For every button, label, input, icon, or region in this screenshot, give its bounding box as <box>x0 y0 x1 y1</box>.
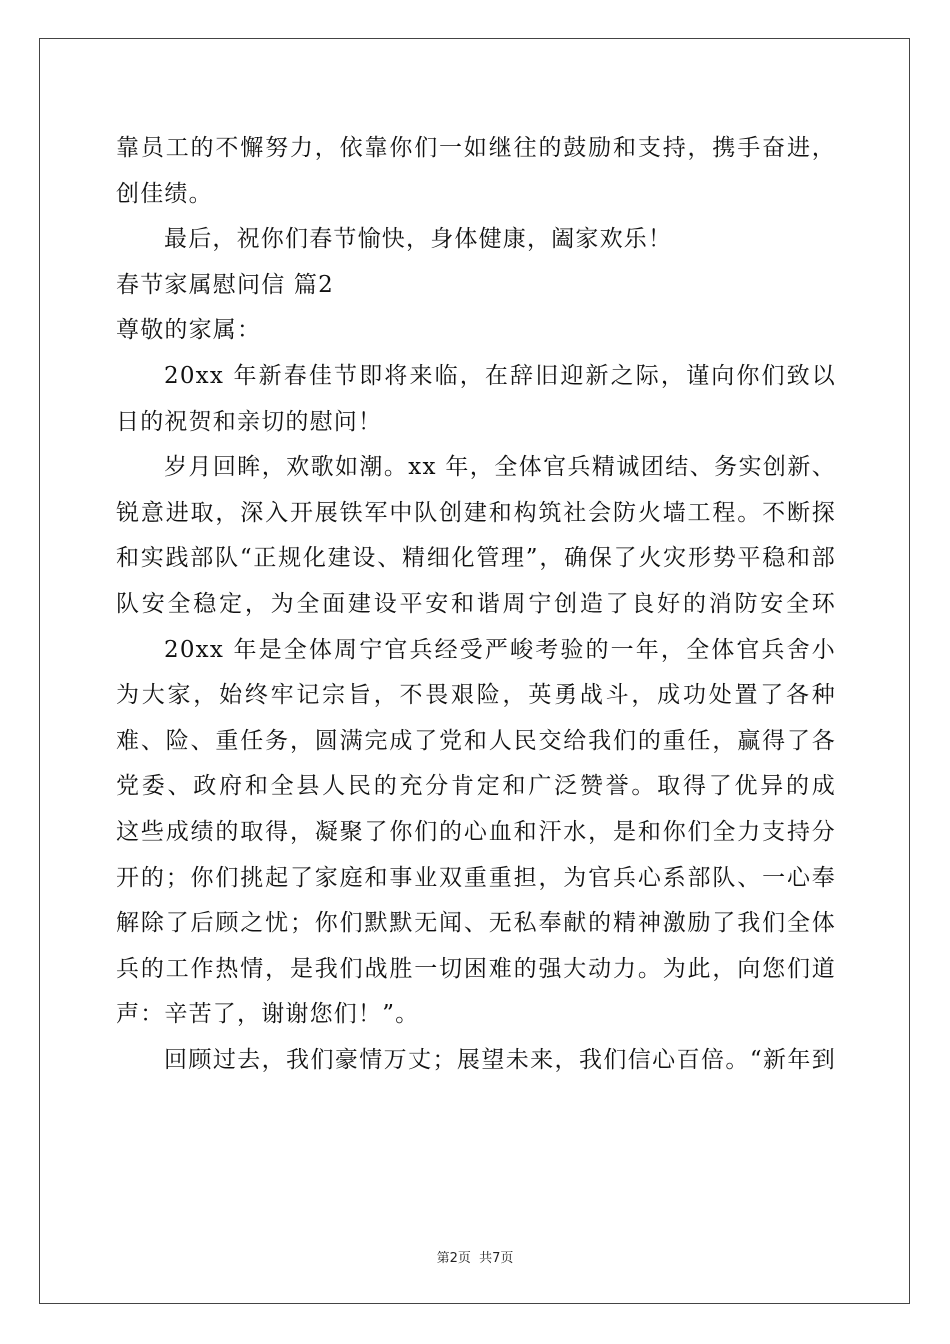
text-line: 难、险、重任务，圆满完成了党和人民交给我们的重任，赢得了各 <box>116 727 836 754</box>
text-line: 队安全稳定，为全面建设平安和谐周宁创造了良好的消防安全环 <box>116 590 836 617</box>
text-line: 党委、政府和全县人民的充分肯定和广泛赞誉。取得了优异的成 <box>116 773 836 800</box>
document-body <box>116 126 836 1083</box>
text-line: 靠员工的不懈努力，依靠你们一如继往的鼓励和支持，携手奋进， <box>116 135 836 161</box>
text-line: 20xx 年是全体周宁官兵经受严峻考验的一年，全体官兵舍小 <box>164 636 836 663</box>
text-line: 解除了后顾之忧；你们默默无闻、无私奉献的精神激励了我们全体 <box>116 910 836 937</box>
text-line: 为大家，始终牢记宗旨，不畏艰险，英勇战斗，成功处置了各种 <box>116 682 836 709</box>
text-line: 兵的工作热情，是我们战胜一切困难的强大动力。为此，向您们道 <box>116 955 836 982</box>
text-line: 春节家属慰问信 篇2 <box>116 271 334 298</box>
page-total: 共7页 <box>479 1251 514 1266</box>
text-line: 最后，祝你们春节愉快，身体健康，阖家欢乐！ <box>164 226 673 253</box>
text-line: 日的祝贺和亲切的慰问！ <box>116 408 383 435</box>
text-line: 这些成绩的取得，凝聚了你们的心血和汗水，是和你们全力支持分 <box>116 818 836 845</box>
text-line: 回顾过去，我们豪情万丈；展望未来，我们信心百倍。“新年到 <box>164 1046 836 1073</box>
text-line: 岁月回眸，欢歌如潮。xx 年，全体官兵精诚团结、务实创新、 <box>164 454 836 481</box>
text-line: 尊敬的家属： <box>116 317 262 344</box>
text-line: 锐意进取，深入开展铁军中队创建和构筑社会防火墙工程。不断探 <box>116 499 836 526</box>
page-number: 第2页 <box>436 1251 471 1266</box>
text-line: 创佳绩。 <box>116 180 213 207</box>
text-line: 开的；你们挑起了家庭和事业双重重担，为官兵心系部队、一心奉 <box>116 864 836 891</box>
text-line: 和实践部队“正规化建设、精细化管理”，确保了火灾形势平稳和部 <box>116 545 836 572</box>
text-line: 20xx 年新春佳节即将来临，在辞旧迎新之际，谨向你们致以 <box>164 362 836 389</box>
text-line: 声：辛苦了，谢谢您们！”。 <box>116 1001 420 1028</box>
page-footer <box>0 1247 950 1266</box>
